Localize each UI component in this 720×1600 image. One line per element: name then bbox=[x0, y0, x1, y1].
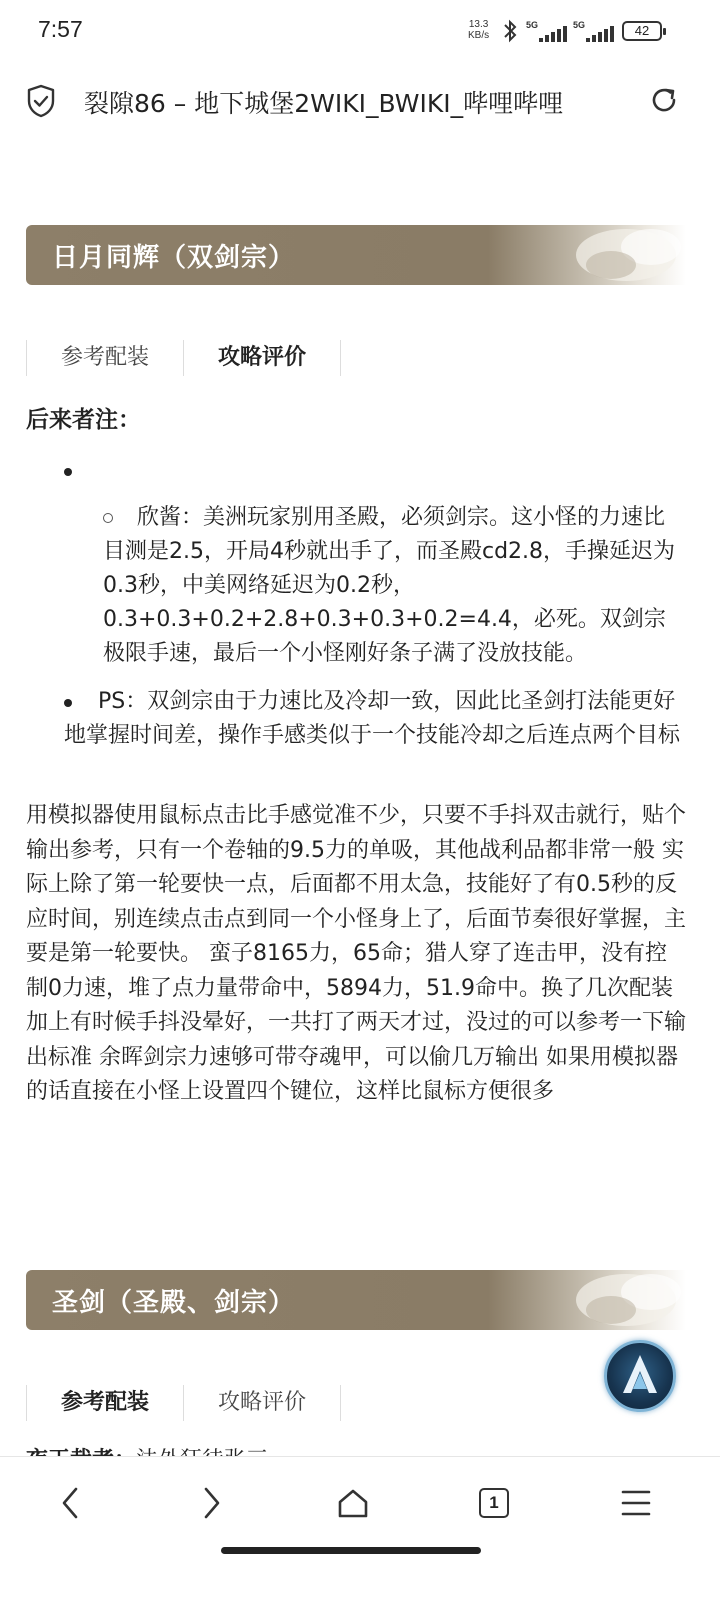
status-icons bbox=[500, 18, 614, 44]
tabs-button[interactable] bbox=[470, 1479, 518, 1527]
section-title: 日月同辉（双剑宗） bbox=[52, 243, 296, 273]
strategy-paragraph: 用模拟器使用鼠标点击比手感觉准不少，只要不手抖双击就行，贴个输出参考，只有一个卷轴的9.5力的单吸，其他战利品都非常一般 实际上除了第一轮要快一点，后面都不用太急，技能好了有0.5秒的反应时间，别连续点击点到同一个小怪身上了，后面节奏很好掌握，主要是第一轮要快。 蛮子8165力，65命；猎人穿了连击甲，没有控制0力速，堆了点力量带命中，5894力，51.9命中。换了几次配装加上有时候手抖没晕好，一共打了两天才过，没过的可以参考一下输出标准 余晖剑宗力速够可带夺魂甲，可以偷几万输出 如果用模拟器的话直接在小怪上设置四个键位，这样比鼠标方便很多 bbox=[26, 803, 687, 1104]
section1-tabs bbox=[26, 340, 341, 376]
signal-2-label: 5G bbox=[573, 20, 586, 30]
home-indicator[interactable] bbox=[221, 1547, 481, 1554]
signal-2 bbox=[573, 20, 614, 42]
network-speed-value: 13.3 bbox=[468, 19, 489, 30]
tab-reference-gear[interactable]: 参考配装 bbox=[26, 1385, 183, 1421]
network-speed bbox=[468, 19, 489, 41]
ink-decoration-icon bbox=[556, 1270, 686, 1330]
signal-bars-icon bbox=[586, 26, 614, 42]
signal-bars-icon bbox=[539, 26, 567, 42]
bullet-dot bbox=[64, 468, 72, 476]
home-button[interactable] bbox=[329, 1479, 377, 1527]
note-heading: 后来者注： bbox=[26, 407, 141, 433]
reload-icon[interactable] bbox=[648, 84, 680, 116]
page-title[interactable]: 裂隙86 – 地下城堡2WIKI_BWIKI_哔哩哔哩 bbox=[84, 89, 564, 118]
section-banner-1 bbox=[26, 225, 686, 285]
browser-title-bar bbox=[0, 64, 720, 138]
forward-arrow-icon bbox=[200, 1486, 224, 1520]
back-button[interactable] bbox=[46, 1479, 94, 1527]
tab-strategy-review[interactable]: 攻略评价 bbox=[183, 1385, 341, 1421]
signal-1-label: 5G bbox=[526, 20, 539, 30]
shield-check-icon[interactable] bbox=[26, 84, 56, 118]
home-icon bbox=[336, 1486, 370, 1520]
tab-reference-gear[interactable]: 参考配装 bbox=[26, 340, 183, 376]
tabs-icon bbox=[479, 1488, 509, 1518]
tab-strategy-review[interactable]: 攻略评价 bbox=[183, 340, 341, 376]
section-banner-2 bbox=[26, 1270, 686, 1330]
ink-decoration-icon bbox=[556, 225, 686, 285]
list-item-ps: PS：双剑宗由于力速比及冷却一致，因此比圣剑打法能更好地掌握时间差，操作手感类似于一个技能冷却之后连点两个目标 bbox=[64, 689, 681, 748]
floating-app-button[interactable] bbox=[604, 1340, 676, 1412]
section-title: 圣剑（圣殿、剑宗） bbox=[52, 1288, 296, 1318]
battery-indicator: 42 bbox=[622, 21, 662, 41]
tab-count: 1 bbox=[489, 1493, 499, 1512]
network-speed-unit: KB/s bbox=[468, 30, 490, 41]
list-item-sub: 欣酱：美洲玩家别用圣殿，必须剑宗。这小怪的力速比目测是2.5，开局4秒就出手了，而圣殿cd2.8，手操延迟为0.3秒，中美网络延迟为0.2秒，0.3+0.3+0.2+2.8+0.3+0.3+0.2=4.4，必死。双剑宗极限手速，最后一个小怪刚好条子满了没放技能。 bbox=[103, 505, 676, 666]
signal-1 bbox=[526, 20, 567, 42]
menu-icon bbox=[620, 1488, 652, 1518]
status-time: 7:57 bbox=[38, 16, 83, 42]
page-content[interactable] bbox=[0, 138, 720, 1456]
section2-tabs bbox=[26, 1385, 341, 1421]
forward-button[interactable] bbox=[188, 1479, 236, 1527]
app-badge-icon bbox=[607, 1343, 673, 1409]
bottom-navigation bbox=[0, 1456, 720, 1600]
menu-button[interactable] bbox=[612, 1479, 660, 1527]
status-bar bbox=[0, 0, 720, 64]
bluetooth-icon bbox=[500, 18, 520, 44]
back-arrow-icon bbox=[58, 1486, 82, 1520]
